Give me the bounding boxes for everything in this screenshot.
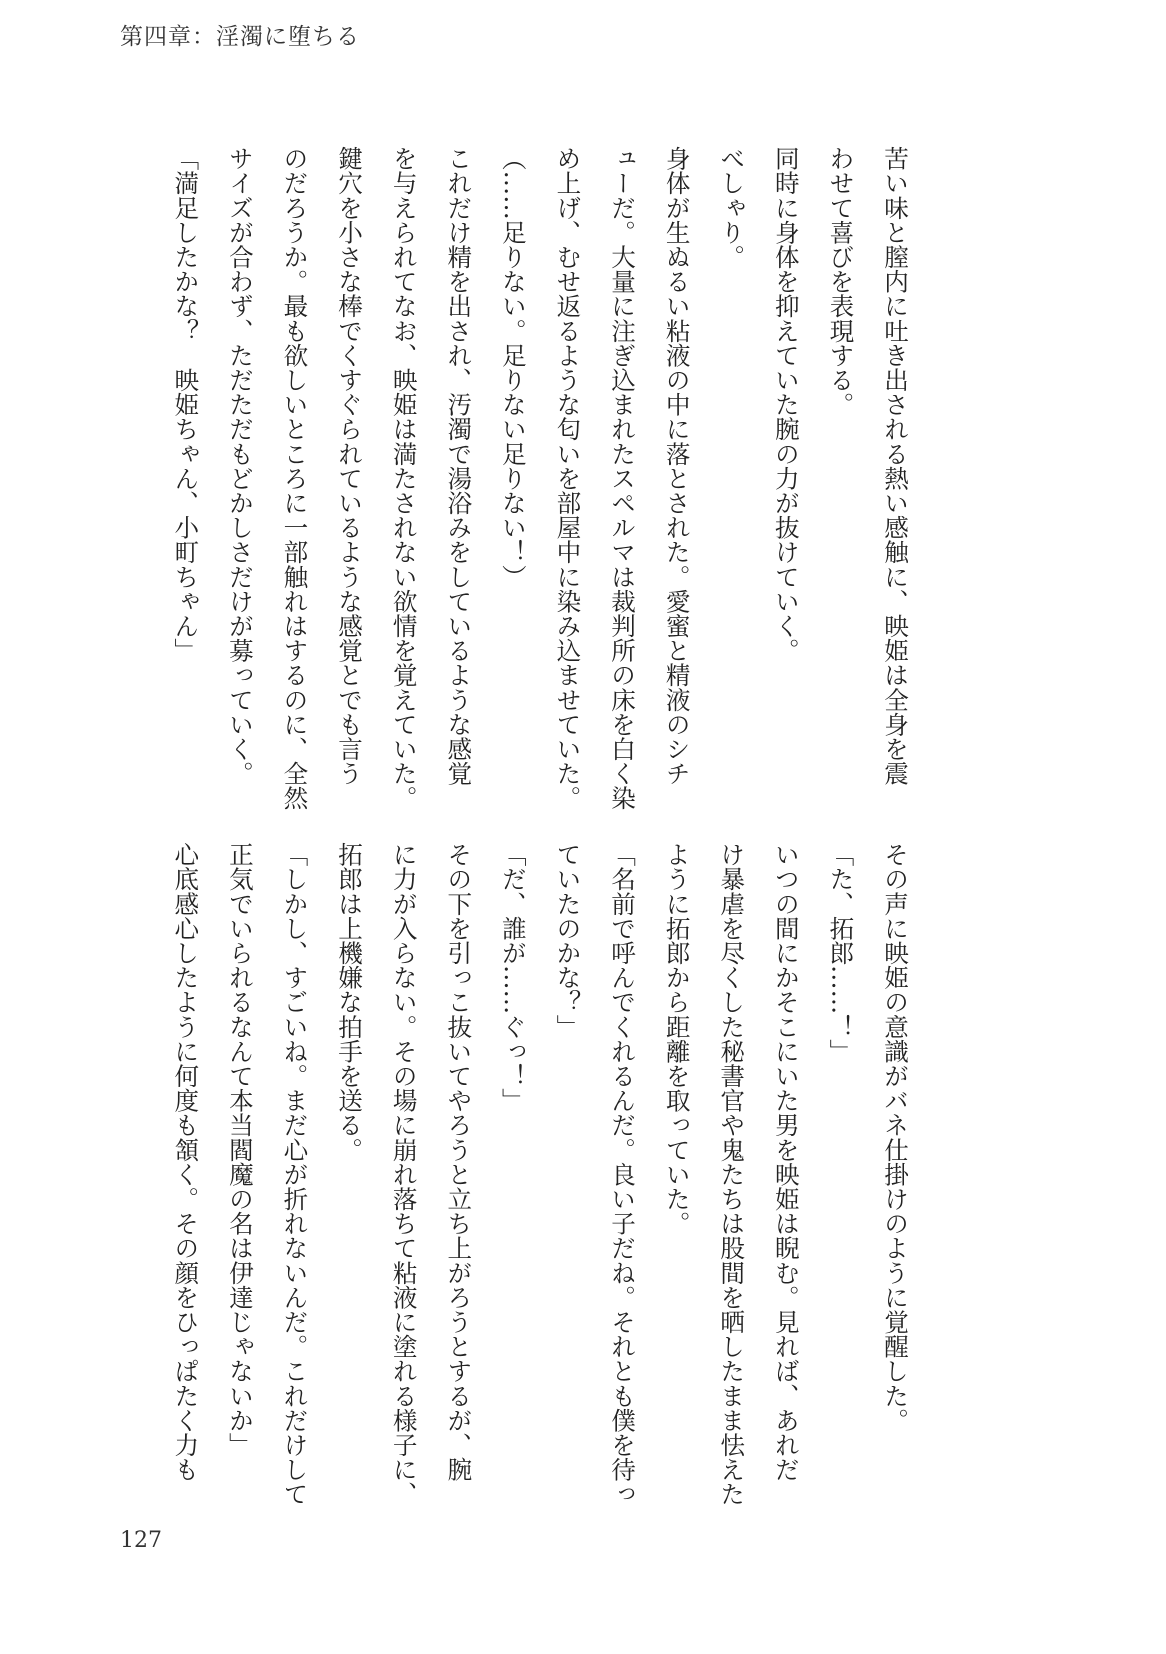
text-line: 苦い味と膣内に吐き出される熱い感触に、映姫は全身を震: [881, 146, 910, 786]
text-line: ていたのかな？」: [553, 842, 583, 1039]
text-line: を与えられてなお、映姫は満たされない欲情を覚えていた。: [389, 146, 419, 811]
text-line: わせて喜びを表現する。: [826, 146, 856, 417]
text-line: 同時に身体を抑えていた腕の力が抜けていく。: [771, 146, 801, 663]
text-line: め上げ、むせ返るような匂いを部屋中に染み込ませていた。: [553, 146, 583, 811]
text-line: ように拓郎から距離を取っていた。: [662, 842, 692, 1236]
top-text-block: [157, 146, 922, 811]
text-line: サイズが合わず、ただただもどかしさだけが募っていく。: [225, 146, 255, 786]
text-line: 身体が生ぬるい粘液の中に落とされた。愛蜜と精液のシチ: [662, 146, 692, 786]
text-line: 「た、拓郎……！」: [826, 842, 856, 1064]
bottom-text-block: [157, 842, 922, 1507]
text-line: 「名前で呼んでくれるんだ。良い子だね。それとも僕を待っ: [608, 842, 638, 1507]
text-line: 心底感心したように何度も頷く。その顔をひっぱたく力も: [171, 842, 201, 1482]
text-line: いつの間にかそこにいた男を映姫は睨む。見れば、あれだ: [771, 842, 801, 1482]
text-line: に力が入らない。その場に崩れ落ちて粘液に塗れる様子に、: [389, 842, 419, 1507]
text-line: 正気でいられるなんて本当閻魔の名は伊達じゃないか」: [225, 842, 255, 1457]
chapter-header: 第四章：淫濁に堕ちる: [120, 24, 360, 50]
text-line: け暴虐を尽くした秘書官や鬼たちは股間を晒したまま怯えた: [717, 842, 747, 1507]
text-line: その下を引っこ抜いてやろうと立ち上がろうとするが、腕: [444, 842, 474, 1482]
text-line: のだろうか。最も欲しいところに一部触れはするのに、全然: [280, 146, 310, 811]
text-line: これだけ精を出され、汚濁で湯浴みをしているような感覚: [444, 146, 474, 786]
text-line: べしゃり。: [717, 146, 747, 269]
page-number: 127: [120, 1528, 162, 1553]
text-line: 「満足したかな？ 映姫ちゃん、小町ちゃん」: [171, 146, 201, 663]
text-line: その声に映姫の意識がバネ仕掛けのように覚醒した。: [881, 842, 910, 1433]
text-line: 拓郎は上機嫌な拍手を送る。: [335, 842, 365, 1162]
text-line: （……足りない。足りない足りない！）: [498, 146, 528, 589]
text-line: 鍵穴を小さな棒でくすぐられているような感覚とでも言う: [335, 146, 365, 786]
text-line: ューだ。大量に注ぎ込まれたスペルマは裁判所の床を白く染: [608, 146, 638, 811]
text-line: 「だ、誰が……ぐっ！」: [498, 842, 528, 1113]
text-line: 「しかし、すごいね。まだ心が折れないんだ。これだけして: [280, 842, 310, 1507]
